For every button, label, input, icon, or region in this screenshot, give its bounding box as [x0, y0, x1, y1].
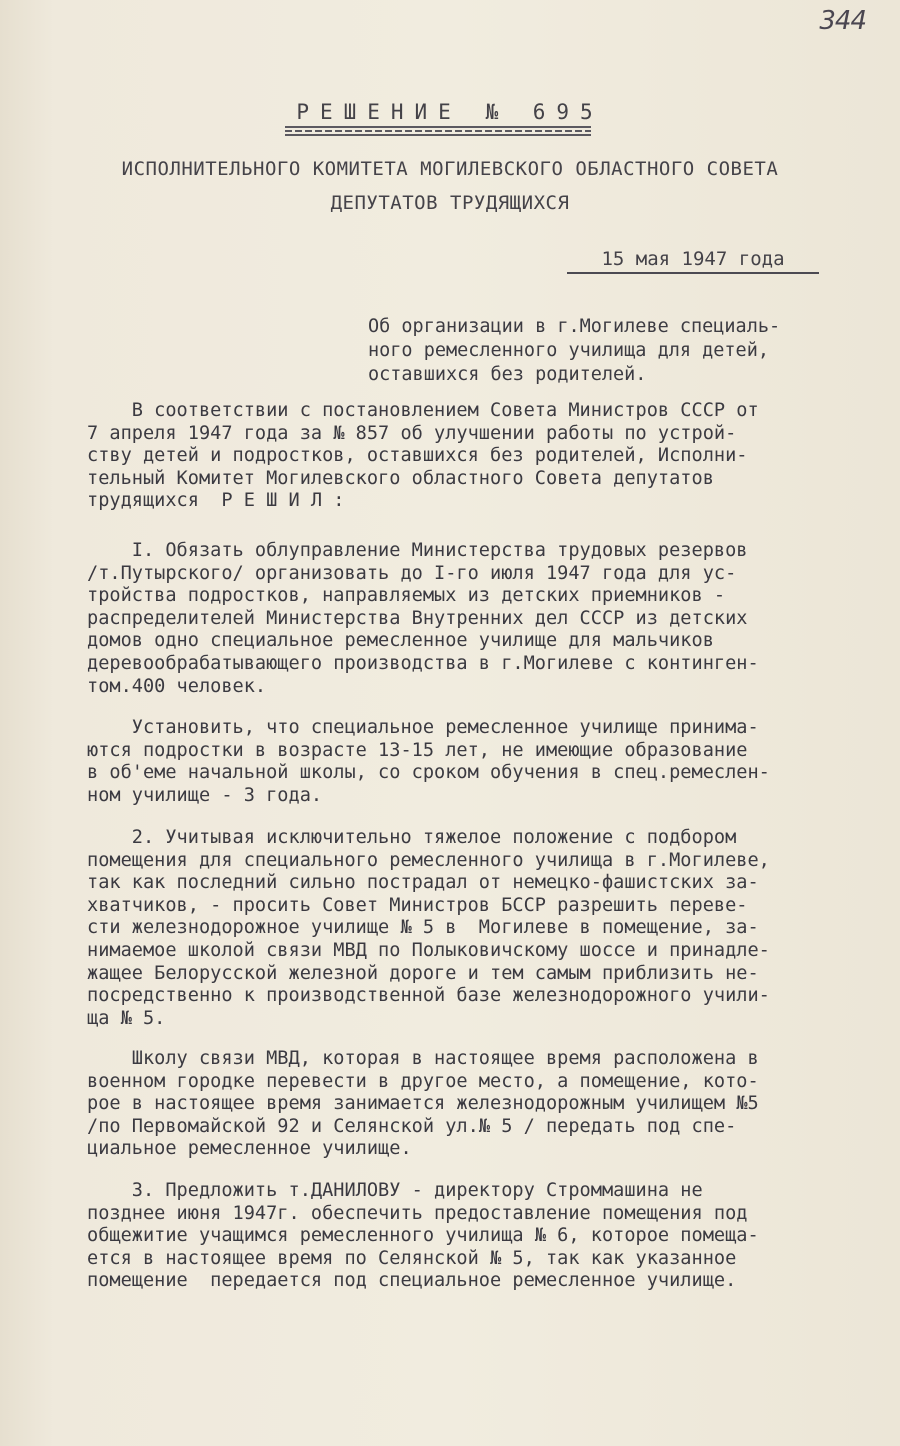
- text-line: 3. Предложить т.ДАНИЛОВУ - директору Строммашина не: [87, 1180, 703, 1201]
- folio-number: 344: [819, 6, 866, 36]
- text-line: 7 апреля 1947 года за № 857 об улучшении работы по устрой-: [87, 422, 737, 444]
- text-line: нимаемое школой связи МВД по Полыковичскому шоссе и принадле-: [87, 939, 770, 961]
- text-line: в об'еме начальной школы, со сроком обучения в спец.ремеслен-: [87, 762, 770, 784]
- text-line: тельный Комитет Могилевского областного Совета депутатов: [87, 467, 714, 489]
- text-line: так как последний сильно пострадал от немецко-фашистских за-: [87, 872, 759, 894]
- title-underline: [285, 126, 591, 136]
- text-line: сти железнодорожное училище № 5 в Могилеве в помещение, за-: [87, 917, 759, 939]
- text-line: ща № 5.: [87, 1007, 166, 1029]
- text-line: распределителей Министерства Внутренних дел СССР из детских: [87, 607, 748, 629]
- text-line: ству детей и подростков, оставшихся без родителей, Исполни-: [87, 445, 748, 467]
- text-line: помещения для специального ремесленного училища в г.Могилеве,: [87, 849, 770, 871]
- text-line: трудящихся Р Е Ш И Л :: [87, 490, 345, 512]
- subject-line: Об организации в г.Могилеве специаль-: [368, 316, 781, 337]
- paragraph-item-1: [87, 540, 897, 698]
- text-line: позднее июня 1947г. обеспечить предоставление помещения под: [87, 1202, 748, 1224]
- text-line: ются подростки в возрасте 13-15 лет, не имеющие образование: [87, 739, 748, 761]
- text-line: том.400 человек.: [87, 675, 267, 697]
- text-line: Установить, что специальное ремесленное училище принима-: [87, 717, 759, 738]
- paragraph-item-1-cont: [87, 717, 897, 807]
- text-line: 2. Учитывая исключительно тяжелое положение с подбором: [87, 827, 737, 848]
- text-line: /т.Путырского/ организовать до I-го июля 1947 года для ус-: [87, 562, 737, 584]
- text-line: посредственно к производственной базе железнодорожного учили-: [87, 985, 770, 1007]
- text-line: циальное ремесленное училище.: [87, 1138, 412, 1160]
- document-title: РЕШЕНИЕ № 695: [296, 100, 604, 124]
- text-line: общежитие учащимся ремесленного училища № 6, которое помеща-: [87, 1225, 759, 1247]
- subject-block: [368, 315, 868, 387]
- issuer-line-1: ИСПОЛНИТЕЛЬНОГО КОМИТЕТА МОГИЛЕВСКОГО ОБЛАСТНОГО СОВЕТА: [121, 158, 779, 180]
- text-line: рое в настоящее время занимается железнодорожным училищем №5: [87, 1093, 759, 1115]
- text-line: Школу связи МВД, которая в настоящее время расположена в: [87, 1048, 759, 1069]
- issuer-line-2: ДЕПУТАТОВ ТРУДЯЩИХСЯ: [330, 192, 570, 214]
- paragraph-item-2: [87, 827, 897, 1030]
- text-line: I. Обязать облуправление Министерства трудовых резервов: [87, 540, 748, 561]
- paragraph-item-3: [87, 1180, 897, 1293]
- text-line: домов одно специальное ремесленное училище для мальчиков: [87, 630, 714, 652]
- paragraph-preamble: [87, 400, 897, 513]
- subject-line: ного ремесленного училища для детей,: [368, 340, 769, 361]
- text-line: помещение передается под специальное ремесленное училище.: [87, 1270, 737, 1292]
- text-line: ется в настоящее время по Селянской № 5, так как указанное: [87, 1247, 737, 1269]
- text-line: тройства подростков, направляемых из детских приемников -: [87, 585, 726, 607]
- text-line: деревообрабатывающего производства в г.Могилеве с континген-: [87, 652, 759, 674]
- document-date: 15 мая 1947 года: [567, 248, 819, 274]
- text-line: В соответствии с постановлением Совета Министров СССР от: [87, 400, 759, 421]
- text-line: ном училище - 3 года.: [87, 784, 323, 806]
- text-line: военном городке перевести в другое место, а помещение, кото-: [87, 1070, 759, 1092]
- text-line: хватчиков, - просить Совет Министров БССР разрешить переве-: [87, 894, 748, 916]
- text-line: жащее Белорусской железной дороге и тем самым приблизить не-: [87, 962, 759, 984]
- paragraph-item-2-cont: [87, 1048, 897, 1161]
- subject-line: оставшихся без родителей.: [368, 364, 647, 385]
- text-line: /по Первомайской 92 и Селянской ул.№ 5 / передать под спе-: [87, 1115, 737, 1137]
